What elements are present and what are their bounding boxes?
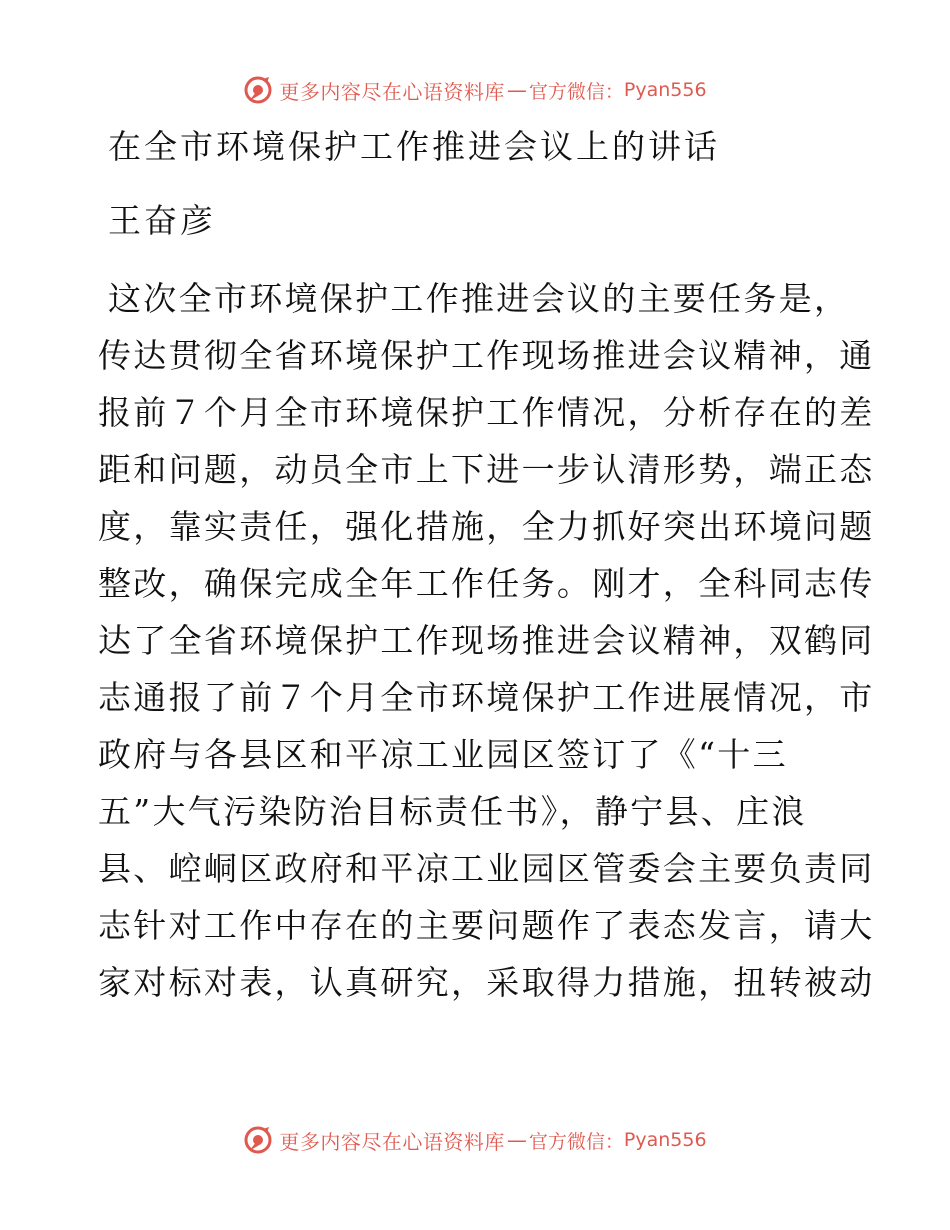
- body-line: 这次全市环境保护工作推进会议的主要任务是，: [108, 279, 850, 318]
- body-line: 志通报了前７个月全市环境保护工作进展情况，市: [98, 678, 875, 717]
- watermark-wechat-id: Pyan556: [623, 79, 707, 101]
- document-title: 在全市环境保护工作推进会议上的讲话: [108, 127, 720, 166]
- footer-watermark: [0, 1120, 950, 1160]
- body-line: 达了全省环境保护工作现场推进会议精神，双鹤同: [98, 621, 875, 660]
- watermark-separator: —: [506, 1128, 527, 1152]
- watermark-wechat-label: 官方微信：: [528, 1130, 624, 1153]
- pen-logo-icon: [243, 1125, 273, 1155]
- body-line: 政府与各县区和平凉工业园区签订了《“十三: [98, 735, 788, 774]
- watermark-wechat-label: 官方微信：: [528, 80, 624, 103]
- watermark-separator: —: [506, 78, 527, 102]
- body-line: 五”大气污染防治目标责任书》，静宁县、庄浪: [98, 792, 807, 831]
- watermark-wechat-id: Pyan556: [623, 1129, 707, 1151]
- watermark-text: 更多内容尽在心语资料库: [279, 79, 505, 104]
- body-line: 整改，确保完成全年工作任务。刚才，全科同志传: [98, 564, 875, 603]
- watermark-text: 更多内容尽在心语资料库: [279, 1129, 505, 1154]
- body-line: 距和问题，动员全市上下进一步认清形势，端正态: [98, 450, 875, 489]
- body-line: 县、崆峒区政府和平凉工业园区管委会主要负责同: [98, 849, 875, 888]
- body-line: 传达贯彻全省环境保护工作现场推进会议精神，通: [98, 336, 875, 375]
- pen-logo-icon: [243, 75, 273, 105]
- header-watermark: [0, 70, 950, 110]
- body-line: 报前７个月全市环境保护工作情况，分析存在的差: [98, 393, 875, 432]
- body-line: 度，靠实责任，强化措施，全力抓好突出环境问题: [98, 507, 875, 546]
- body-line: 家对标对表，认真研究，采取得力措施，扭转被动: [98, 963, 875, 1002]
- document-body: [98, 270, 875, 1011]
- document-author: 王奋彦: [108, 201, 216, 240]
- body-line: 志针对工作中存在的主要问题作了表态发言，请大: [98, 906, 875, 945]
